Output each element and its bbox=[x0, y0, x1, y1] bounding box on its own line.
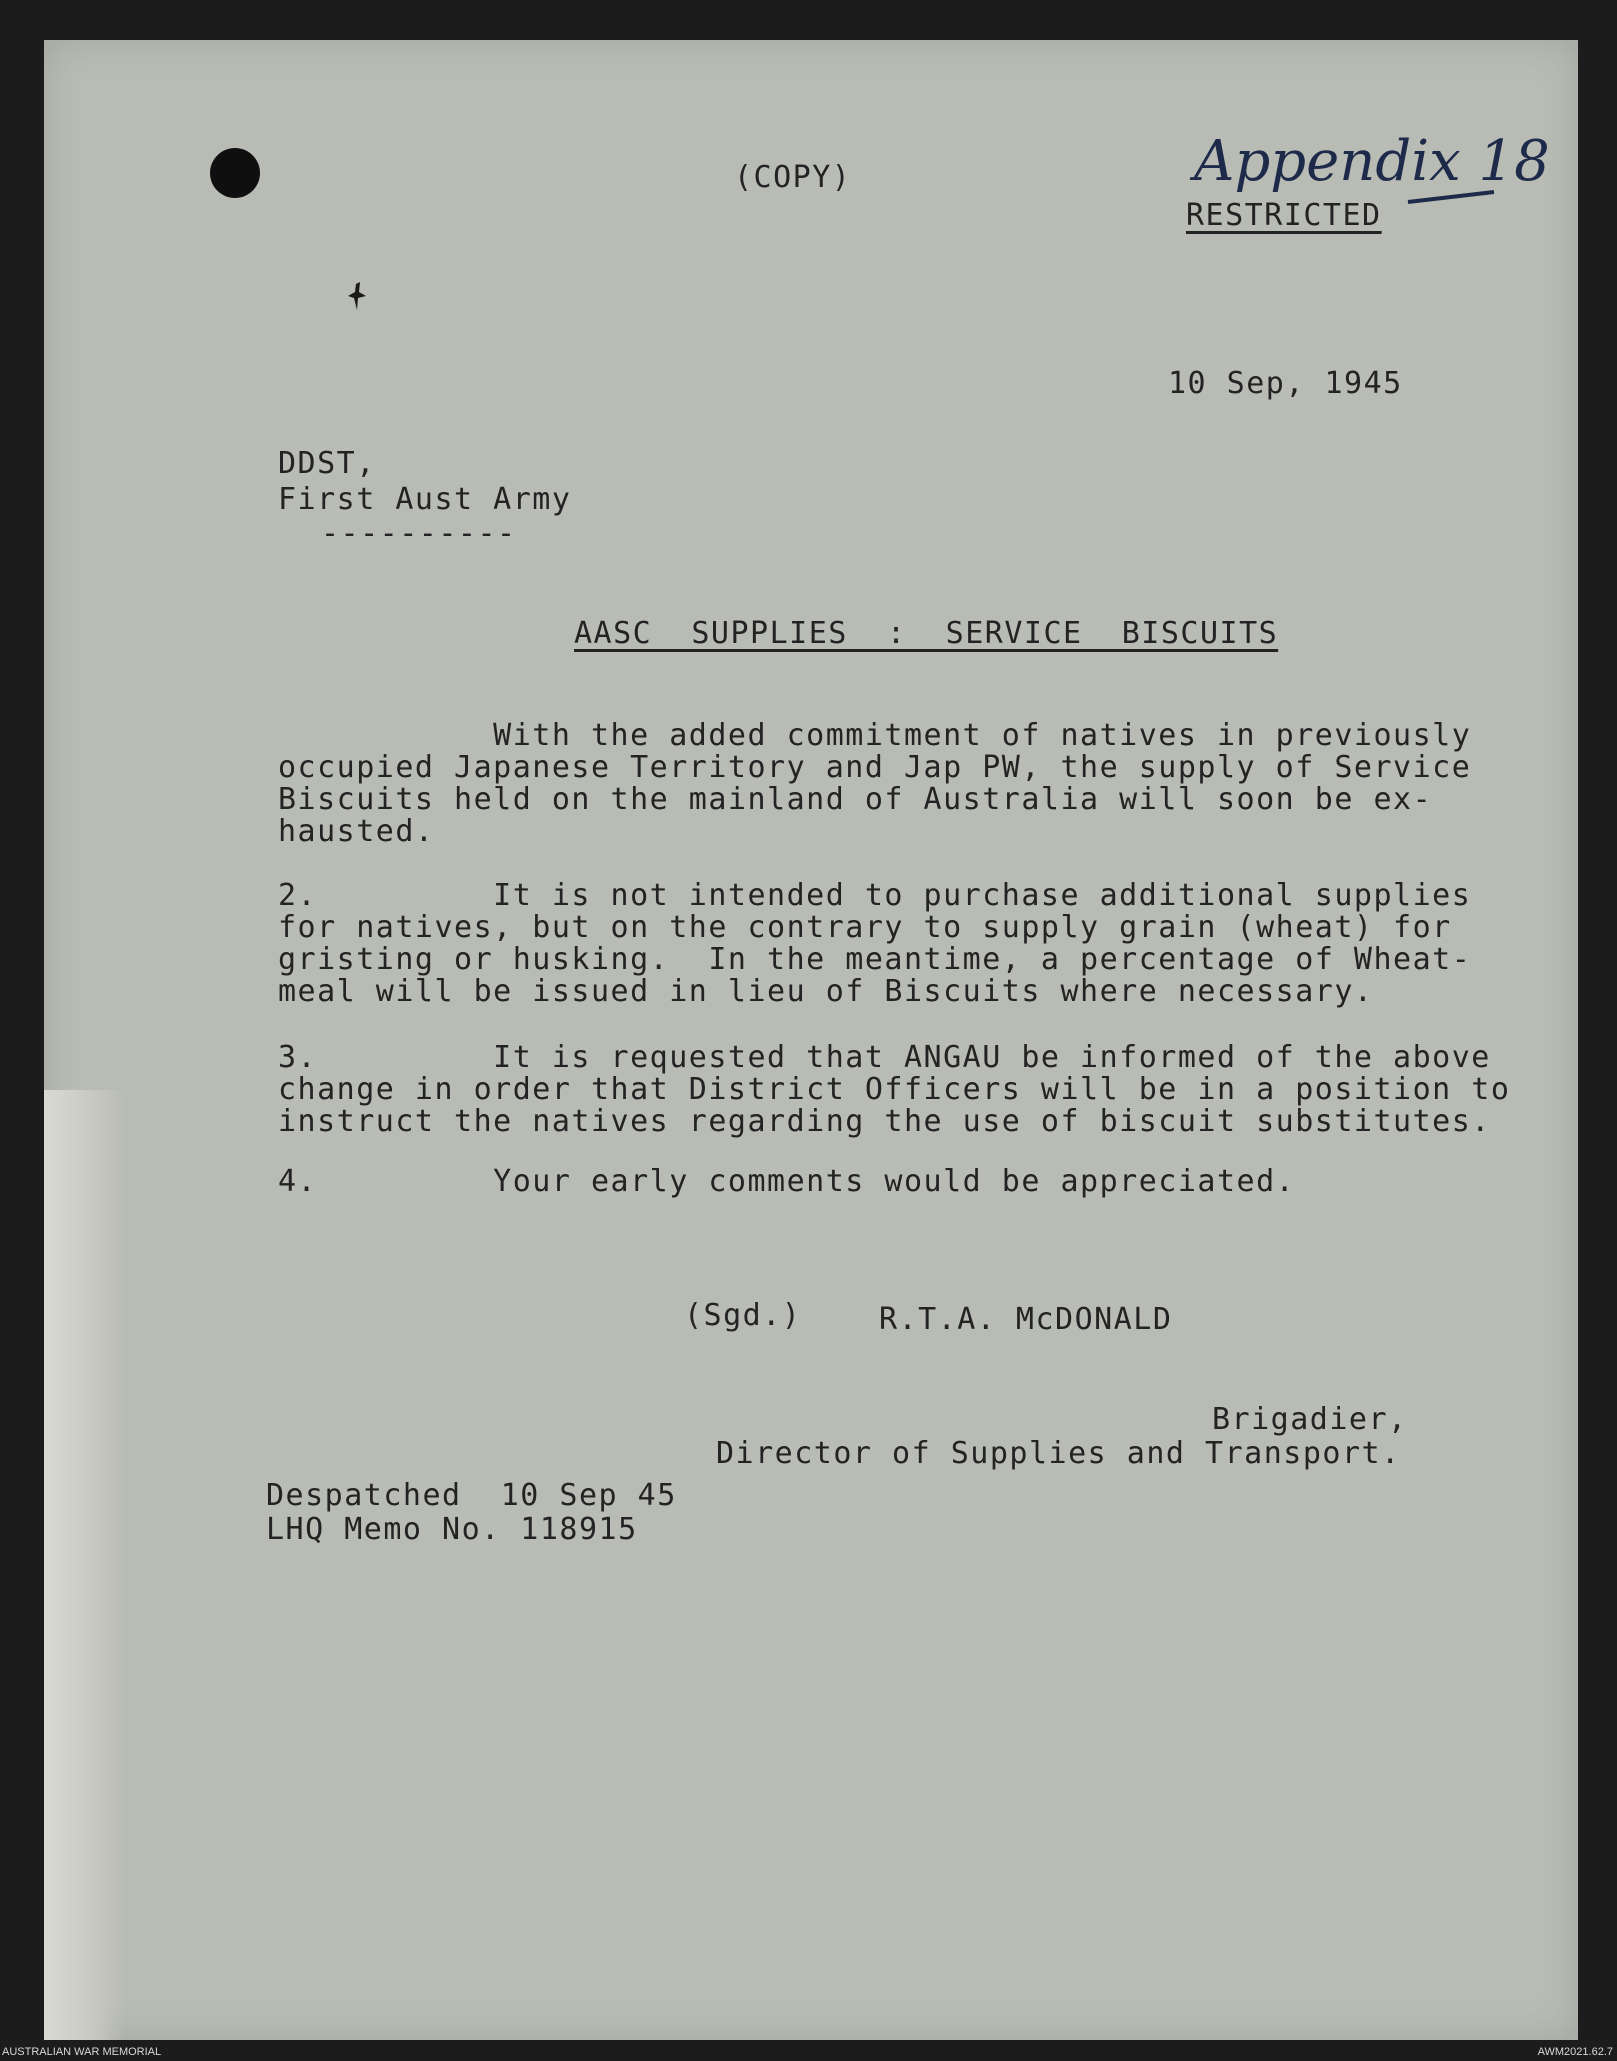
text-line: change in order that District Officers will be in a position to bbox=[278, 1072, 1511, 1107]
classification-restricted: RESTRICTED bbox=[1186, 198, 1382, 233]
document-page bbox=[44, 40, 1578, 2040]
text-line: With the added commitment of natives in previously bbox=[278, 718, 1472, 753]
text-line: meal will be issued in lieu of Biscuits where necessary. bbox=[278, 974, 1374, 1009]
addressee-line-2: First Aust Army bbox=[278, 482, 572, 517]
text-line: for natives, but on the contrary to supply grain (wheat) for bbox=[278, 910, 1452, 945]
despatch-line: Despatched 10 Sep 45 bbox=[266, 1478, 677, 1513]
addressee-dash-rule: ---------- bbox=[321, 516, 517, 551]
svg-text:Appendix 18: Appendix 18 bbox=[1194, 129, 1550, 194]
text-line: 4. Your early comments would be appreciated. bbox=[278, 1164, 1296, 1199]
signature-sgd: (Sgd.) bbox=[684, 1298, 802, 1333]
signatory-title: Director of Supplies and Transport. bbox=[716, 1436, 1401, 1471]
signatory-rank: Brigadier, bbox=[1212, 1402, 1408, 1437]
memo-subject: AASC SUPPLIES : SERVICE BISCUITS bbox=[574, 616, 1279, 651]
punch-hole bbox=[210, 148, 260, 198]
addressee-line-1: DDST, bbox=[278, 446, 376, 481]
archive-reference: AWM2021.62.7 bbox=[1537, 2046, 1613, 2058]
text-line: 3. It is requested that ANGAU be informed of the above bbox=[278, 1040, 1491, 1075]
memo-number: LHQ Memo No. 118915 bbox=[266, 1512, 638, 1547]
copy-label: (COPY) bbox=[734, 160, 852, 195]
text-line: hausted. bbox=[278, 814, 435, 849]
text-line: Biscuits held on the mainland of Australia will soon be ex- bbox=[278, 782, 1433, 817]
text-line: instruct the natives regarding the use of biscuit substitutes. bbox=[278, 1104, 1491, 1139]
ink-speck bbox=[344, 280, 372, 314]
text-line: 2. It is not intended to purchase additional supplies bbox=[278, 878, 1472, 913]
signatory-name: R.T.A. McDONALD bbox=[879, 1302, 1173, 1337]
text-line: occupied Japanese Territory and Jap PW, the supply of Service bbox=[278, 750, 1472, 785]
text-line: gristing or husking. In the meantime, a percentage of Wheat- bbox=[278, 942, 1472, 977]
letter-date: 10 Sep, 1945 bbox=[1168, 366, 1403, 401]
archive-credit: AUSTRALIAN WAR MEMORIAL bbox=[2, 2046, 162, 2058]
